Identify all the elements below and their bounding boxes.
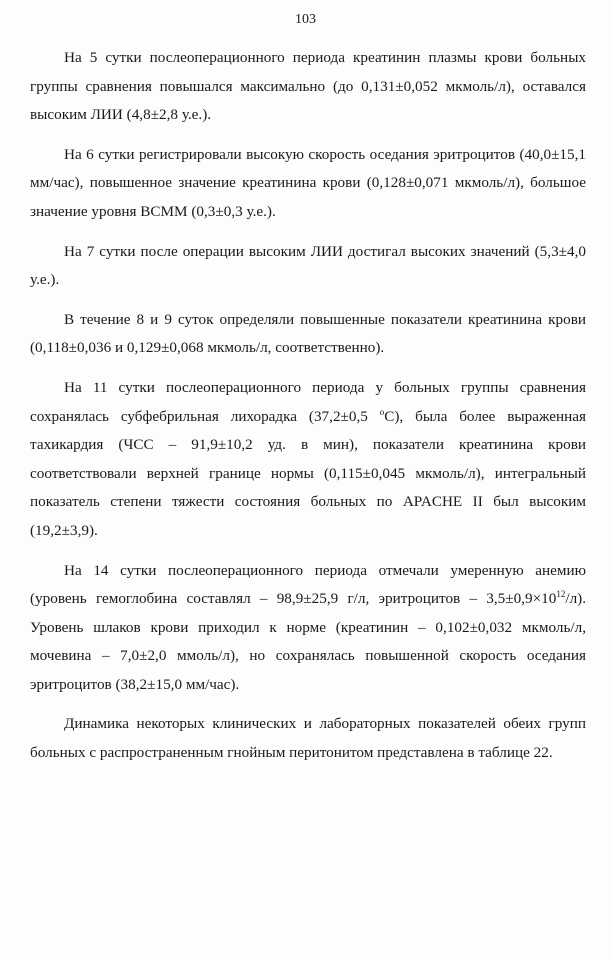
body-text bbox=[30, 44, 586, 779]
paragraph-day-5: На 5 сутки послеоперационного периода креатинин плазмы крови больных группы сравнения повышался максимально (до 0,131±0,052 мкмоль/л), оставался высоким ЛИИ (4,8±2,8 у.е.). bbox=[30, 49, 586, 124]
paragraph-table-reference: Динамика некоторых клинических и лабораторных показателей обеих групп больных с распространенным гнойным перитонитом представлена в таблице 22. bbox=[30, 715, 586, 762]
page-number: 103 bbox=[295, 12, 316, 27]
paragraph-day-14 bbox=[30, 557, 586, 700]
paragraph-day-6: На 6 сутки регистрировали высокую скорость оседания эритроцитов (40,0±15,1 мм/час), повышенное значение креатинина крови (0,128±0,071 мкмоль/л), большое значение уровня ВСММ (0,3±0,3 у.е.). bbox=[30, 145, 586, 220]
degree-superscript: о bbox=[379, 406, 385, 417]
paragraph-day-14-part-2: /л). Уровень шлаков крови приходил к норме (креатинин – 0,102±0,032 мкмоль/л, мочевина – 7,0±2,0 ммоль/л), но сохранялась повышенной скорость оседания эритроцитов (38,2±15,0 мм/час). bbox=[30, 590, 586, 693]
paragraph-day-11-part-1: На 11 сутки послеоперационного периода у больных группы сравнения сохранялась субфебрильная лихорадка (37,2±0,5 bbox=[30, 378, 586, 425]
paragraph-day-11 bbox=[30, 374, 586, 546]
paragraph-day-7: На 7 сутки после операции высоким ЛИИ достигал высоких значений (5,3±4,0 у.е.). bbox=[30, 242, 586, 289]
paragraph-days-8-9: В течение 8 и 9 суток определяли повышенные показатели креатинина крови (0,118±0,036 и 0,129±0,068 мкмоль/л, соответственно). bbox=[30, 310, 586, 357]
paragraph-day-14-part-1: На 14 сутки послеоперационного периода отмечали умеренную анемию (уровень гемоглобина составлял – 98,9±25,9 г/л, эритроцитов – 3,5±0,9×10 bbox=[30, 561, 586, 608]
exponent-superscript: 12 bbox=[556, 589, 566, 600]
paragraph-day-11-part-2: С), была более выраженная тахикардия (ЧСС – 91,9±10,2 уд. в мин), показатели креатинина крови соответствовали верхней границе нормы (0,115±0,045 мкмоль/л), интегральный показатель степени тяжести состояния больных по APACHE II был высоким (19,2±3,9). bbox=[30, 407, 586, 539]
